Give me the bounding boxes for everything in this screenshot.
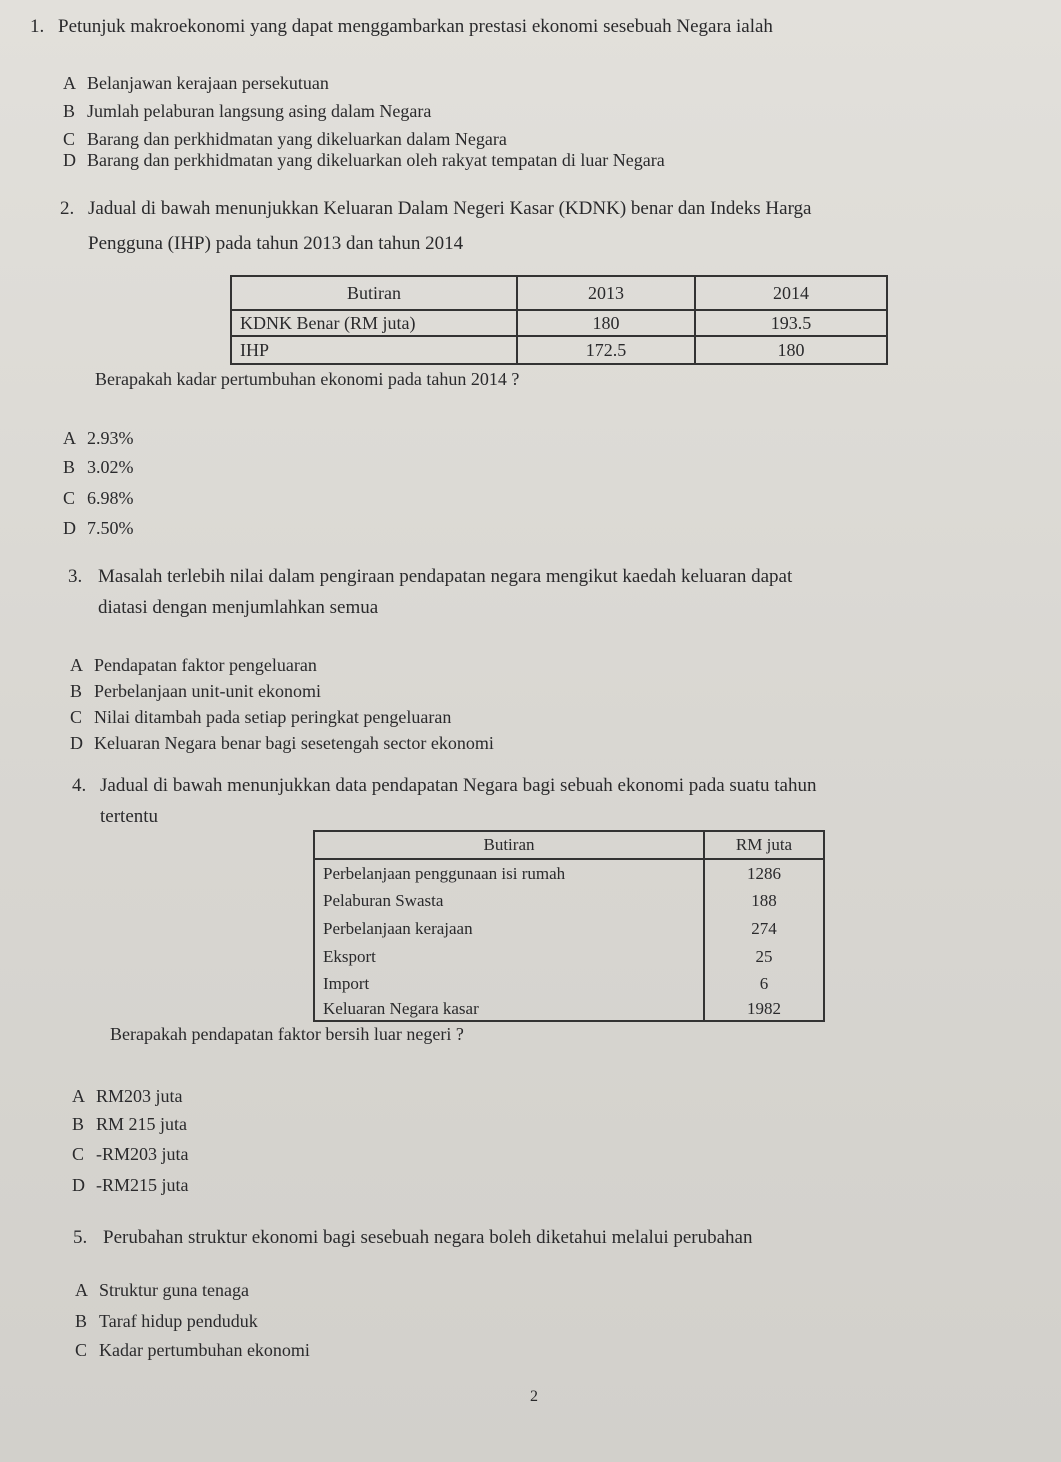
q1-number: 1. xyxy=(30,16,45,37)
option-text: Barang dan perkhidmatan yang dikeluarkan oleh rakyat tempatan di luar Negara xyxy=(87,150,665,170)
table-cell: Import xyxy=(314,971,704,997)
option-text: -RM203 juta xyxy=(96,1144,189,1164)
table-cell: 180 xyxy=(695,336,887,364)
table-cell: 188 xyxy=(704,887,824,915)
option-letter: D xyxy=(63,518,76,538)
option-letter: A xyxy=(70,655,83,675)
q4-option-d[interactable] xyxy=(72,1175,189,1196)
table-cell: 180 xyxy=(517,310,695,336)
q5-option-b[interactable] xyxy=(75,1311,258,1332)
option-letter: A xyxy=(63,428,76,448)
option-text: Pendapatan faktor pengeluaran xyxy=(94,655,317,675)
q1-option-a[interactable] xyxy=(63,73,329,94)
option-letter: A xyxy=(75,1280,88,1300)
q3-text-line1: Masalah terlebih nilai dalam pengiraan pendapatan negara mengikut kaedah keluaran dapat xyxy=(98,566,793,587)
table-cell: 172.5 xyxy=(517,336,695,364)
q2-number: 2. xyxy=(60,198,75,219)
table-cell: 6 xyxy=(704,971,824,997)
table-header-cell: 2013 xyxy=(517,276,695,310)
q4-table xyxy=(313,830,825,1022)
option-letter: B xyxy=(70,681,83,701)
table-cell: Pelaburan Swasta xyxy=(314,887,704,915)
q2-text-line2: Pengguna (IHP) pada tahun 2013 dan tahun 2014 xyxy=(88,233,464,254)
option-letter: B xyxy=(72,1114,85,1134)
option-text: Perbelanjaan unit-unit ekonomi xyxy=(94,681,321,701)
table-header-cell: RM juta xyxy=(704,831,824,859)
option-letter: D xyxy=(72,1175,85,1195)
table-cell: 274 xyxy=(704,915,824,943)
table-header-cell: 2014 xyxy=(695,276,887,310)
option-text: Struktur guna tenaga xyxy=(99,1280,249,1300)
q3-number: 3. xyxy=(68,566,83,587)
option-letter: A xyxy=(63,73,76,93)
q2-option-b[interactable] xyxy=(63,457,134,478)
table-header-cell: Butiran xyxy=(314,831,704,859)
q5-option-a[interactable] xyxy=(75,1280,249,1301)
option-text: RM203 juta xyxy=(96,1086,183,1106)
q4-text-line2: tertentu xyxy=(100,806,159,827)
table-row xyxy=(231,336,887,364)
table-cell: 1982 xyxy=(704,997,824,1021)
option-letter: C xyxy=(75,1340,88,1360)
option-text: Jumlah pelaburan langsung asing dalam Negara xyxy=(87,101,432,121)
table-row xyxy=(314,997,824,1021)
option-text: Nilai ditambah pada setiap peringkat pengeluaran xyxy=(94,707,452,727)
q3-option-b[interactable] xyxy=(70,681,321,702)
table-row xyxy=(314,915,824,943)
q1-option-d[interactable] xyxy=(63,150,665,171)
table-row xyxy=(314,859,824,887)
table-cell: 25 xyxy=(704,943,824,971)
q3-text-line2: diatasi dengan menjumlahkan semua xyxy=(98,597,379,618)
option-letter: D xyxy=(70,733,83,753)
q2-table xyxy=(230,275,888,365)
table-cell: Keluaran Negara kasar xyxy=(314,997,704,1021)
q3-option-a[interactable] xyxy=(70,655,317,676)
table-row xyxy=(231,310,887,336)
option-text: 6.98% xyxy=(87,488,134,508)
table-cell: IHP xyxy=(231,336,517,364)
table-cell: KDNK Benar (RM juta) xyxy=(231,310,517,336)
option-text: Taraf hidup penduduk xyxy=(99,1311,258,1331)
option-letter: C xyxy=(63,488,76,508)
q1-text: Petunjuk makroekonomi yang dapat menggambarkan prestasi ekonomi sesebuah Negara ialah xyxy=(58,16,773,37)
q5-option-c[interactable] xyxy=(75,1340,310,1361)
page-number: 2 xyxy=(530,1388,538,1405)
table-cell: Perbelanjaan kerajaan xyxy=(314,915,704,943)
q4-option-b[interactable] xyxy=(72,1114,187,1135)
option-text: Keluaran Negara benar bagi sesetengah sector ekonomi xyxy=(94,733,494,753)
q3-option-c[interactable] xyxy=(70,707,451,728)
option-text: Belanjawan kerajaan persekutuan xyxy=(87,73,329,93)
option-text: -RM215 juta xyxy=(96,1175,189,1195)
table-cell: Perbelanjaan penggunaan isi rumah xyxy=(314,859,704,887)
q2-question: Berapakah kadar pertumbuhan ekonomi pada tahun 2014 ? xyxy=(95,369,520,389)
q2-text-line1: Jadual di bawah menunjukkan Keluaran Dalam Negeri Kasar (KDNK) benar dan Indeks Harga xyxy=(88,198,812,219)
option-letter: B xyxy=(75,1311,88,1331)
option-text: Kadar pertumbuhan ekonomi xyxy=(99,1340,310,1360)
table-row xyxy=(314,943,824,971)
q4-number: 4. xyxy=(72,775,87,796)
q4-option-c[interactable] xyxy=(72,1144,189,1165)
q4-text-line1: Jadual di bawah menunjukkan data pendapatan Negara bagi sebuah ekonomi pada suatu tahun xyxy=(100,775,817,796)
option-letter: A xyxy=(72,1086,85,1106)
q3-option-d[interactable] xyxy=(70,733,494,754)
option-letter: C xyxy=(72,1144,85,1164)
q2-option-d[interactable] xyxy=(63,518,134,539)
table-row xyxy=(314,887,824,915)
option-text: 7.50% xyxy=(87,518,134,538)
q1-option-b[interactable] xyxy=(63,101,431,122)
table-header-cell: Butiran xyxy=(231,276,517,310)
q1-option-c[interactable] xyxy=(63,129,507,150)
q4-option-a[interactable] xyxy=(72,1086,183,1107)
q2-option-c[interactable] xyxy=(63,488,134,509)
option-letter: D xyxy=(63,150,76,170)
q2-option-a[interactable] xyxy=(63,428,134,449)
table-header-row xyxy=(314,831,824,859)
q4-question: Berapakah pendapatan faktor bersih luar negeri ? xyxy=(110,1024,464,1044)
option-letter: B xyxy=(63,457,76,477)
option-text: RM 215 juta xyxy=(96,1114,188,1134)
option-letter: B xyxy=(63,101,76,121)
option-text: 3.02% xyxy=(87,457,134,477)
q5-text: Perubahan struktur ekonomi bagi sesebuah negara boleh diketahui melalui perubahan xyxy=(103,1227,753,1248)
table-cell: 193.5 xyxy=(695,310,887,336)
option-letter: C xyxy=(70,707,83,727)
table-row xyxy=(314,971,824,997)
option-letter: C xyxy=(63,129,76,149)
option-text: Barang dan perkhidmatan yang dikeluarkan dalam Negara xyxy=(87,129,507,149)
option-text: 2.93% xyxy=(87,428,134,448)
table-header-row xyxy=(231,276,887,310)
table-cell: 1286 xyxy=(704,859,824,887)
table-cell: Eksport xyxy=(314,943,704,971)
q5-number: 5. xyxy=(73,1227,88,1248)
